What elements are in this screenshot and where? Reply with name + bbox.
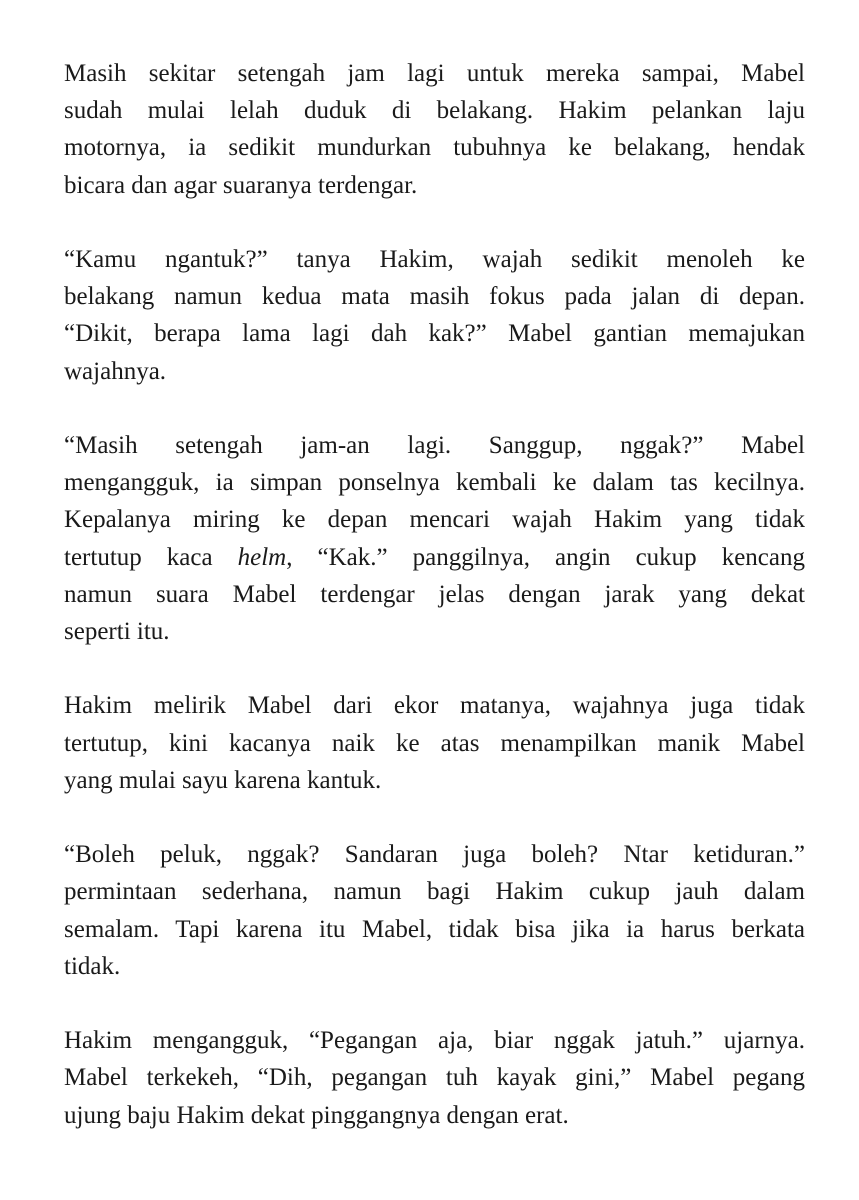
text-line: Hakim mengangguk, “Pegangan aja, biar nggak jatuh.” ujarnya. [64, 1027, 805, 1055]
text-line: belakang namun kedua mata masih fokus pada jalan di depan. [64, 283, 805, 311]
text-line: seperti itu. [64, 618, 170, 646]
text-line: tidak. [64, 952, 121, 980]
paragraph-5 [64, 836, 805, 985]
text-line: tertutup, kini kacanya naik ke atas menampilkan manik Mabel [64, 729, 805, 757]
text-line: sudah mulai lelah duduk di belakang. Hakim pelankan laju [64, 97, 805, 125]
text-line: Hakim melirik Mabel dari ekor matanya, wajahnya juga tidak [64, 692, 805, 720]
paragraph-2 [64, 241, 805, 390]
text-line: “Kamu ngantuk?” tanya Hakim, wajah sedikit menoleh ke [64, 246, 805, 273]
text-line: semalam. Tapi karena itu Mabel, tidak bisa jika ia harus berkata [64, 915, 805, 943]
text-line: namun suara Mabel terdengar jelas dengan jarak yang dekat [64, 580, 805, 608]
text-segment: tertutup kaca [64, 543, 238, 571]
text-line-with-italic [64, 539, 805, 576]
document-page [64, 55, 805, 1134]
paragraph-3 [64, 427, 805, 650]
text-line: yang mulai sayu karena kantuk. [64, 766, 382, 794]
text-line: bicara dan agar suaranya terdengar. [64, 171, 418, 199]
text-line: motornya, ia sedikit mundurkan tubuhnya ke belakang, hendak [64, 134, 805, 162]
text-line: Masih sekitar setengah jam lagi untuk mereka sampai, Mabel [64, 60, 805, 87]
text-line: mengangguk, ia simpan ponselnya kembali ke dalam tas kecilnya. [64, 469, 805, 497]
paragraph-1 [64, 55, 805, 204]
text-line: Mabel terkekeh, “Dih, pegangan tuh kayak gini,” Mabel pegang [64, 1064, 805, 1092]
text-line: Kepalanya miring ke depan mencari wajah Hakim yang tidak [64, 506, 805, 534]
text-line: permintaan sederhana, namun bagi Hakim cukup jauh dalam [64, 878, 805, 906]
text-line: wajahnya. [64, 357, 167, 385]
text-line: “Boleh peluk, nggak? Sandaran juga boleh? Ntar ketiduran.” [64, 841, 805, 869]
text-segment: , “Kak.” panggilnya, angin cukup kencang [286, 543, 805, 571]
paragraph-6 [64, 1022, 805, 1134]
text-line: ujung baju Hakim dekat pinggangnya dengan erat. [64, 1101, 569, 1129]
text-line: “Dikit, berapa lama lagi dah kak?” Mabel gantian memajukan [64, 320, 805, 348]
paragraph-4 [64, 687, 805, 799]
text-line: “Masih setengah jam-an lagi. Sanggup, nggak?” Mabel [64, 432, 805, 459]
italic-word: helm [237, 543, 287, 571]
